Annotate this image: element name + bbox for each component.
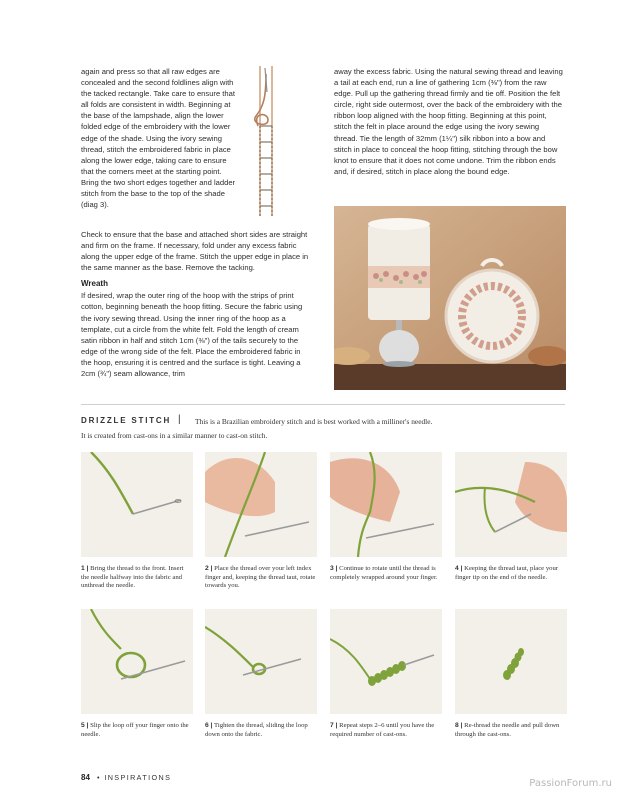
lamp-and-wreath-photo <box>334 206 566 390</box>
body-paragraph-check: Check to ensure that the base and attached short sides are straight and firm on the frame. If necessary, fold under any excess fabric along the upper edge of the frame. Stitch the upper edge in place in the same manner as the base. Remove the tacking. <box>81 230 309 273</box>
body-paragraph-wreath: If desired, wrap the outer ring of the hoop with the strips of print cotton, beginning beneath the hoop fitting. Secure the fabric using the ivory sewing thread. Using the inner ring of the hoop as a template, cut a circle from the white felt. Fold the length of cream satin ribbon in half and stitch 1cm (⅜") of the tails securely to the edge of the wrong side of the felt. Place the embroidered fabric in the hoop, ensuring it is centred and the surface is tight. Leaving a 2cm (¾") seam allowance, trim <box>81 291 303 379</box>
step-2-photo <box>205 452 317 557</box>
page-number: 84 <box>81 773 90 782</box>
left-column-bottom <box>81 229 309 379</box>
step-1-photo <box>81 452 193 557</box>
step-6-caption: Tighten the thread, sliding the loop down onto the fabric. <box>205 722 308 738</box>
step-7-caption: Repeat steps 2–6 until you have the required number of cast-ons. <box>330 722 435 738</box>
step-6-number: 6 | <box>205 722 213 729</box>
magazine-section-label: • INSPIRATIONS <box>97 773 172 782</box>
drizzle-description-line1: This is a Brazilian embroidery stitch and is best worked with a milliner's needle. <box>195 417 433 426</box>
step-4-photo <box>455 452 567 557</box>
step-2-number: 2 | <box>205 565 213 572</box>
step-3 <box>330 452 442 582</box>
body-paragraph-lampshade: again and press so that all raw edges are concealed and the second foldlines align with the tacked rectangle. Take care to ensure that all folds are consistent in width. Beginning at the base of the lampshade, align the lower folded edge of the embroidery with the lower edge of the shade. Using the ivory sewing thread, stitch the embroidered fabric in place along the lower edge, taking care to ensure that the corners meet at the starting point. Bring the two short edges together and ladder stitch from the base to the top of the shade (diag 3). <box>81 67 236 210</box>
wreath-heading: Wreath <box>81 279 108 289</box>
drizzle-stitch-title: DRIZZLE STITCH <box>81 416 172 425</box>
drizzle-description-line2: It is created from cast-ons in a similar manner to cast-on stitch. <box>81 431 268 440</box>
step-5-caption: Slip the loop off your finger onto the needle. <box>81 722 189 738</box>
step-7 <box>330 609 442 739</box>
section-divider <box>81 404 565 405</box>
ladder-stitch-diagram <box>246 66 284 216</box>
title-separator: | <box>178 414 181 425</box>
step-8-number: 8 | <box>455 722 463 729</box>
step-1-caption: Bring the thread to the front. Insert the needle halfway into the fabric and unthread the needle. <box>81 565 184 590</box>
step-4-number: 4 | <box>455 565 463 572</box>
step-3-photo <box>330 452 442 557</box>
step-8-photo <box>455 609 567 714</box>
body-paragraph-felt: away the excess fabric. Using the natural sewing thread and leaving a tail at each end, run a line of gathering 1cm (⅜") from the raw edge. Pull up the gathering thread firmly and tie off. Position the felt circle, right side outermost, over the back of the embroidery with the ribbon loop aligned with the hoop fitting. Beginning at this point, stitch the felt in place around the edge using the ivory sewing thread. Tie the length of 32mm (1¼") silk ribbon into a bow and stitch in place to conceal the hoop fitting, stitching through the bow knot to ensure that it does not come undone. Trim the ribbon ends and, if desired, stitch in place along the bound edge. <box>334 67 563 176</box>
step-2-caption: Place the thread over your left index finger and, keeping the thread taut, rotate towards you. <box>205 565 316 590</box>
step-7-number: 7 | <box>330 722 338 729</box>
step-1-number: 1 | <box>81 565 89 572</box>
step-5-photo <box>81 609 193 714</box>
step-6-photo <box>205 609 317 714</box>
step-5 <box>81 609 193 739</box>
step-8-caption: Re-thread the needle and pull down through the cast-ons. <box>455 722 560 738</box>
watermark: PassionForum.ru <box>529 778 612 789</box>
step-7-photo <box>330 609 442 714</box>
step-5-number: 5 | <box>81 722 89 729</box>
step-4-caption: Keeping the thread taut, place your finger tip on the end of the needle. <box>455 565 559 581</box>
step-1 <box>81 452 193 591</box>
step-6 <box>205 609 317 739</box>
step-3-caption: Continue to rotate until the thread is completely wrapped around your finger. <box>330 565 438 581</box>
step-4 <box>455 452 567 582</box>
step-8 <box>455 609 567 739</box>
step-3-number: 3 | <box>330 565 338 572</box>
step-2 <box>205 452 317 591</box>
